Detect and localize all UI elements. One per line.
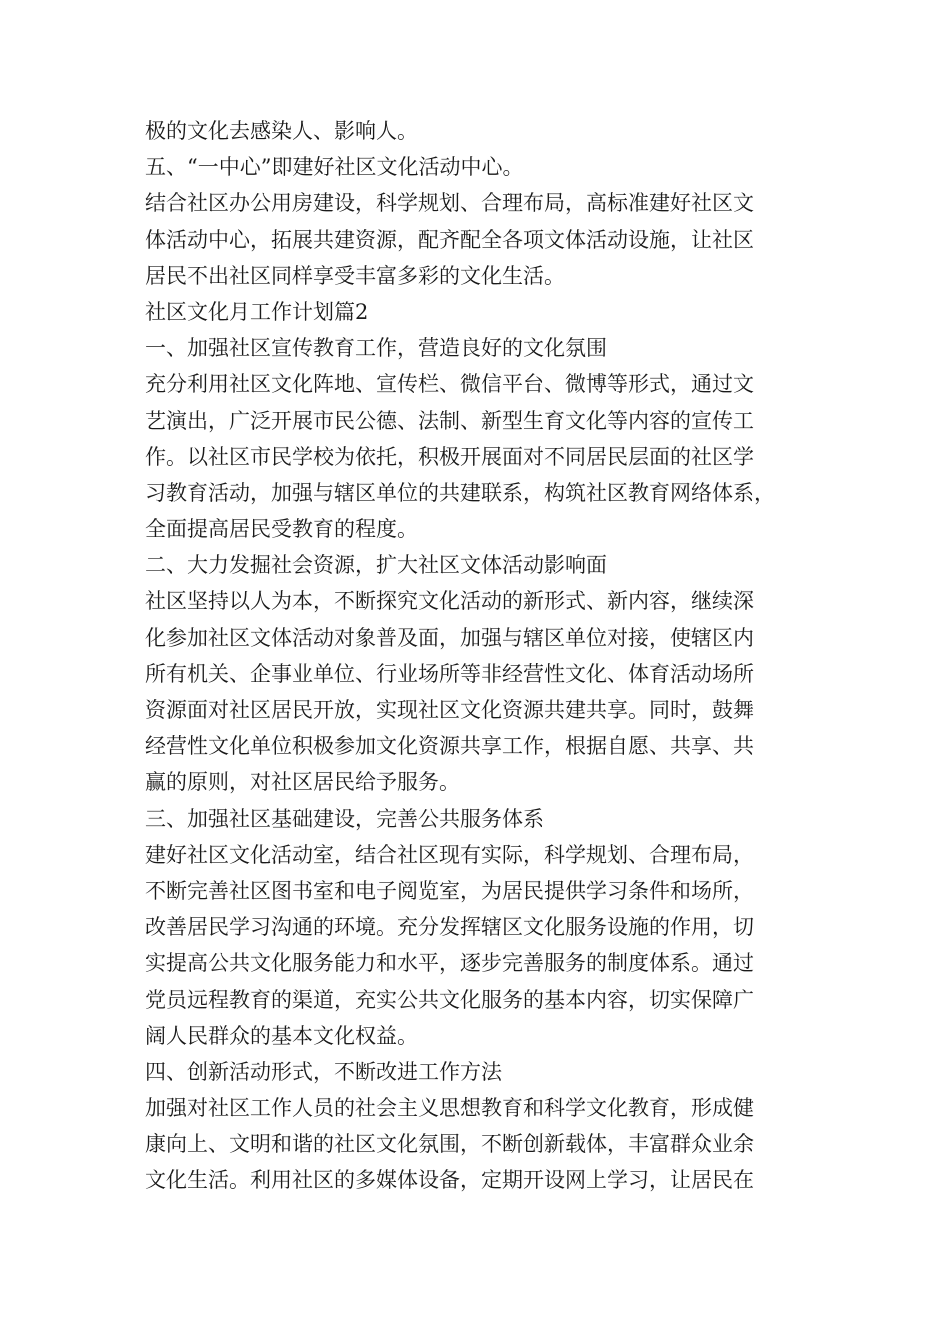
text-line: 所有机关、企事业单位、行业场所等非经营性文化、体育活动场所 [145,661,754,686]
text-line: 极的文化去感染人、影响人。 [145,119,418,143]
text-line: 结合社区办公用房建设，科学规划、合理布局，高标准建好社区文 [145,191,754,216]
text-line: 习教育活动，加强与辖区单位的共建联系，构筑社区教育网络体系， [145,480,775,505]
document-body [145,113,825,1199]
text-line: 文化生活。利用社区的多媒体设备，定期开设网上学习，让居民在 [145,1168,754,1193]
text-line: 改善居民学习沟通的环境。充分发挥辖区文化服务设施的作用，切 [145,915,754,940]
text-line: 充分利用社区文化阵地、宣传栏、微信平台、微博等形式，通过文 [145,372,754,397]
text-line: 不断完善社区图书室和电子阅览室，为居民提供学习条件和场所， [145,878,754,903]
text-line: 艺演出，广泛开展市民公德、法制、新型生育文化等内容的宣传工 [145,408,754,433]
text-line: 康向上、文明和谐的社区文化氛围，不断创新载体，丰富群众业余 [145,1132,754,1157]
document-title: 社区文化月工作计划篇2 [145,299,369,324]
text-line: 作。以社区市民学校为依托，积极开展面对不同居民层面的社区学 [145,444,754,469]
text-line: 加强对社区工作人员的社会主义思想教育和科学文化教育，形成健 [145,1096,754,1121]
section-heading: 五、“一中心”即建好社区文化活动中心。 [145,155,524,180]
text-line: 居民不出社区同样享受丰富多彩的文化生活。 [145,263,565,288]
text-line: 建好社区文化活动室，结合社区现有实际，科学规划、合理布局， [145,842,754,867]
section-heading: 三、加强社区基础建设，完善公共服务体系 [145,806,544,831]
text-line: 化参加社区文体活动对象普及面，加强与辖区单位对接，使辖区内 [145,625,754,650]
text-line: 社区坚持以人为本，不断探究文化活动的新形式、新内容，继续深 [145,589,754,614]
text-line: 实提高公共文化服务能力和水平，逐步完善服务的制度体系。通过 [145,951,754,976]
text-line: 赢的原则，对社区居民给予服务。 [145,770,460,795]
section-heading: 四、创新活动形式，不断改进工作方法 [145,1059,502,1084]
section-heading: 二、大力发掘社会资源，扩大社区文体活动影响面 [145,553,607,578]
text-line: 经营性文化单位积极参加文化资源共享工作，根据自愿、共享、共 [145,734,754,759]
text-line: 资源面对社区居民开放，实现社区文化资源共建共享。同时，鼓舞 [145,698,754,722]
text-line: 体活动中心，拓展共建资源，配齐配全各项文体活动设施，让社区 [145,227,754,252]
section-heading: 一、加强社区宣传教育工作，营造良好的文化氛围 [145,336,607,361]
text-line: 阔人民群众的基本文化权益。 [145,1023,418,1048]
text-line: 全面提高居民受教育的程度。 [145,517,418,542]
text-line: 党员远程教育的渠道，充实公共文化服务的基本内容，切实保障广 [145,987,754,1012]
